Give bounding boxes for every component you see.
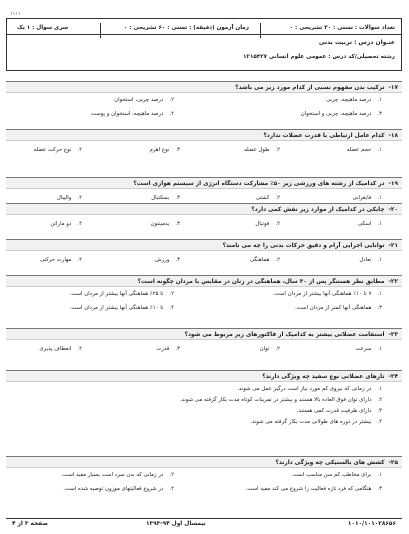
answer-option — [61, 472, 174, 478]
question-text: استقامت عضلانی بیشتر به کدامیک از فاکتورهای زیر مربوط می شود؟ — [184, 332, 385, 338]
answer-options — [6, 287, 402, 317]
option-number: ۴. — [169, 111, 174, 117]
question-number: ۲۰- — [388, 207, 398, 213]
page-number: صفحه ۳ از ۴ — [12, 521, 48, 527]
option-number: ۱. — [377, 147, 382, 153]
answer-option — [250, 419, 382, 425]
option-number: ۴. — [169, 486, 174, 492]
option-number: ۱. — [377, 472, 382, 478]
question-text: ترکیب بدن مفهوم نسبی از کدام مورد زیر می باشد؟ — [235, 85, 385, 91]
question-number: ۲۴- — [388, 374, 398, 380]
option-text: طول عضله — [244, 147, 270, 153]
answer-options — [6, 141, 402, 159]
header-divider — [260, 23, 261, 38]
question-text: تارهای عضلانی نوع سفید چه ویژگی دارند؟ — [262, 374, 385, 380]
question-text: کشش های بالستیکی چه ویژگی دارند؟ — [275, 460, 385, 466]
option-text: انعطاف پذیری — [39, 346, 72, 352]
option-text: والیبال — [56, 195, 72, 201]
option-number: ۲. — [169, 97, 174, 103]
option-text: تا ۲۵٪ هماهنگی آنها بیشتر از مردان است. — [69, 291, 164, 297]
option-number: ۱. — [377, 346, 382, 352]
answer-option — [246, 486, 383, 492]
answer-option — [352, 195, 382, 201]
option-number: ۳. — [175, 221, 180, 227]
answer-option — [244, 147, 280, 153]
answer-option — [151, 195, 180, 201]
semester: نیمسال اول ۹۴-۱۳۹۳ — [146, 521, 206, 527]
answer-options — [6, 340, 402, 358]
option-text: تا ۱۰٪ هماهنگی آنها بیشتر از مردان است. — [69, 305, 164, 311]
option-text: تعادل — [359, 257, 372, 263]
answer-option — [63, 486, 174, 492]
question-number: ۱۸- — [388, 133, 398, 139]
option-text: توان — [259, 346, 270, 352]
option-text: هماهنگی — [249, 257, 270, 263]
question-number: ۲۵- — [388, 460, 398, 466]
question-stem — [6, 328, 402, 340]
option-text: مهارت حرکتی — [39, 257, 72, 263]
answer-option — [39, 346, 82, 352]
question-number: ۲۱- — [388, 243, 398, 249]
option-text: دو ماراتن — [50, 221, 72, 227]
answer-option — [69, 305, 174, 311]
exam-code: ۱۰۱۰/۱۰۱۰۲۸۶۵۶ — [347, 521, 396, 527]
answer-option — [40, 257, 82, 263]
exam-series: سری سوال : ۱ یک — [17, 25, 69, 31]
answer-option — [237, 386, 382, 392]
option-text: درصد ماهیچه، چربی و استخوان — [300, 111, 372, 117]
option-text: درصد چربی، استخوان — [114, 97, 164, 103]
question-block — [6, 370, 402, 430]
option-text: فوتبال — [255, 221, 270, 227]
question-block — [6, 81, 402, 123]
question-count: تعداد سوالات : تستی : ۳۰ تشریحی : ۰ — [289, 25, 395, 31]
question-block — [6, 456, 402, 498]
option-text: هماهنگی آنها کمتر از مردان است. — [295, 305, 372, 311]
answer-option — [297, 408, 382, 414]
option-text: در زمانی که نیروی کم مورد نیاز است درگیر عمل می شوند. — [237, 386, 372, 392]
header-info-row — [7, 23, 401, 35]
exam-page — [6, 10, 402, 530]
answer-option — [151, 221, 180, 227]
option-text: دارای توان فوق العاده بالا هستند و بیشتر در تمرینات کوتاه مدت بکار گرفته می شوند. — [179, 397, 372, 403]
option-number: ۱. — [377, 97, 382, 103]
option-text: ۷ تا ۱۰٪ هماهنگی آنها بیشتر از مردان است. — [272, 291, 372, 297]
question-text: مطابق نظر هستنگر پس از ۳۰ سال، هماهنگی در زنان در مقایس با مردان چگونه است؟ — [137, 279, 385, 285]
option-number: ۱. — [377, 257, 382, 263]
option-number: ۲. — [275, 195, 280, 201]
question-block — [6, 275, 402, 317]
question-block — [6, 203, 402, 233]
option-text: بدمینتون — [150, 221, 170, 227]
answer-option — [255, 221, 280, 227]
option-text: اسکی — [357, 221, 372, 227]
question-block — [6, 129, 402, 159]
question-stem — [6, 456, 402, 468]
question-stem — [6, 275, 402, 287]
answer-options — [6, 251, 402, 269]
option-number: ۳. — [377, 305, 382, 311]
option-number: ۳. — [377, 111, 382, 117]
option-text: دارای ظرفیت قدرت کمی هستند. — [296, 408, 372, 414]
question-block — [6, 328, 402, 358]
exam-header — [6, 18, 402, 71]
option-number: ۳. — [175, 257, 180, 263]
option-number: ۱. — [377, 195, 382, 201]
answer-options — [6, 93, 402, 123]
question-text: در کدامیک از رشته های ورزشی زیر ۵۰٪ مشارکت دستگاه انرژی از سیستم هوازی است؟ — [133, 181, 385, 187]
page-footer — [6, 518, 402, 530]
answer-option — [291, 472, 382, 478]
answer-option — [260, 346, 280, 352]
option-text: در زمانی که بدن سرد است بسیار مفید است. — [61, 472, 164, 478]
option-number: ۲. — [275, 221, 280, 227]
option-number: ۱. — [377, 386, 382, 392]
option-text: هنگامی که فرد تازه فعالیت را شروع می کند مفید است. — [245, 486, 372, 492]
option-number: ۴. — [377, 419, 382, 425]
question-number: ۲۲- — [388, 279, 398, 285]
question-text: کدام عامل ارتباطی با قدرت عضلات ندارد؟ — [263, 133, 385, 139]
exam-time: زمان آزمون (دقیقه) : تستی : ۶۰ تشریحی : ۰ — [123, 25, 249, 31]
question-stem — [6, 370, 402, 382]
question-number: ۱۷- — [388, 85, 398, 91]
field-course-code: رشته تحصیلی/کد درس : عمومی علوم انسانی ۱۲۱۵۴۲۷ — [243, 54, 395, 60]
question-block — [6, 239, 402, 269]
answer-option — [150, 147, 181, 153]
option-text: سرعت — [355, 346, 372, 352]
question-text: چابکی در کدامیک از موارد زیر نقش کمی دارد؟ — [251, 207, 385, 213]
question-text: توانایی اجرایی آرام و دقیق حرکات بدنی را چه می نامند؟ — [222, 243, 385, 249]
option-number: ۴. — [77, 195, 82, 201]
answer-option — [155, 257, 180, 263]
option-text: برای مخاطب کم سن مناسب است. — [291, 472, 372, 478]
answer-option — [359, 257, 382, 263]
option-number: ۲. — [169, 472, 174, 478]
answer-option — [50, 221, 82, 227]
answer-option — [273, 291, 382, 297]
page-top-number: ۱۱۱۱ — [10, 11, 21, 17]
option-text: کشتی — [255, 195, 270, 201]
option-number: ۳. — [377, 486, 382, 492]
option-number: ۳. — [175, 346, 180, 352]
header-divider — [100, 23, 101, 38]
answer-option — [347, 147, 382, 153]
option-number: ۴. — [77, 221, 82, 227]
answer-options — [6, 382, 402, 430]
option-number: ۱. — [377, 291, 382, 297]
option-text: حجم عضله — [346, 147, 372, 153]
option-number: ۲. — [275, 346, 280, 352]
answer-option — [34, 147, 82, 153]
question-number: ۲۳- — [388, 332, 398, 338]
question-stem — [6, 239, 402, 251]
answer-options — [6, 215, 402, 233]
option-text: نوع حرکت عضله — [33, 147, 72, 153]
option-number: ۲. — [169, 291, 174, 297]
option-text: بیشتر در دوره های طولانی مدت بکار گرفته می شوند. — [250, 419, 372, 425]
option-number: ۲. — [275, 257, 280, 263]
option-number: ۲. — [275, 147, 280, 153]
option-text: درصد ماهیچه، استخوان و پوست — [90, 111, 164, 117]
answer-option — [156, 346, 180, 352]
option-text: قدرت — [156, 346, 170, 352]
answer-option — [326, 97, 382, 103]
option-number: ۴. — [169, 305, 174, 311]
question-number: ۱۹- — [388, 181, 398, 187]
question-stem — [6, 129, 402, 141]
option-number: ۴. — [77, 257, 82, 263]
answer-options — [6, 468, 402, 498]
option-number: ۳. — [175, 195, 180, 201]
answer-option — [57, 195, 82, 201]
option-number: ۴. — [77, 147, 82, 153]
option-number: ۳. — [377, 408, 382, 414]
option-text: درصد ماهیچه، چربی — [326, 97, 372, 103]
question-stem — [6, 203, 402, 215]
question-stem — [6, 81, 402, 93]
option-text: بسکتبال — [151, 195, 170, 201]
option-text: ورزش — [154, 257, 170, 263]
answer-option — [250, 257, 280, 263]
course-title: عنـوان درس : تربیت بدنی — [318, 39, 395, 46]
answer-option — [301, 111, 382, 117]
answer-option — [358, 221, 382, 227]
answer-option — [69, 291, 174, 297]
answer-option — [295, 305, 382, 311]
option-text: در شروع فعالیتهای موزون توصیه شده است. — [63, 486, 164, 492]
answer-option — [180, 397, 382, 403]
option-number: ۴. — [77, 346, 82, 352]
option-number: ۳. — [175, 147, 180, 153]
option-text: نوع اهرم — [149, 147, 170, 153]
answer-option — [355, 346, 382, 352]
question-stem — [6, 177, 402, 189]
answer-option — [91, 111, 174, 117]
option-number: ۲. — [377, 397, 382, 403]
answer-option — [114, 97, 174, 103]
option-text: فایقرانی — [352, 195, 372, 201]
answer-option — [256, 195, 280, 201]
option-number: ۱. — [377, 221, 382, 227]
